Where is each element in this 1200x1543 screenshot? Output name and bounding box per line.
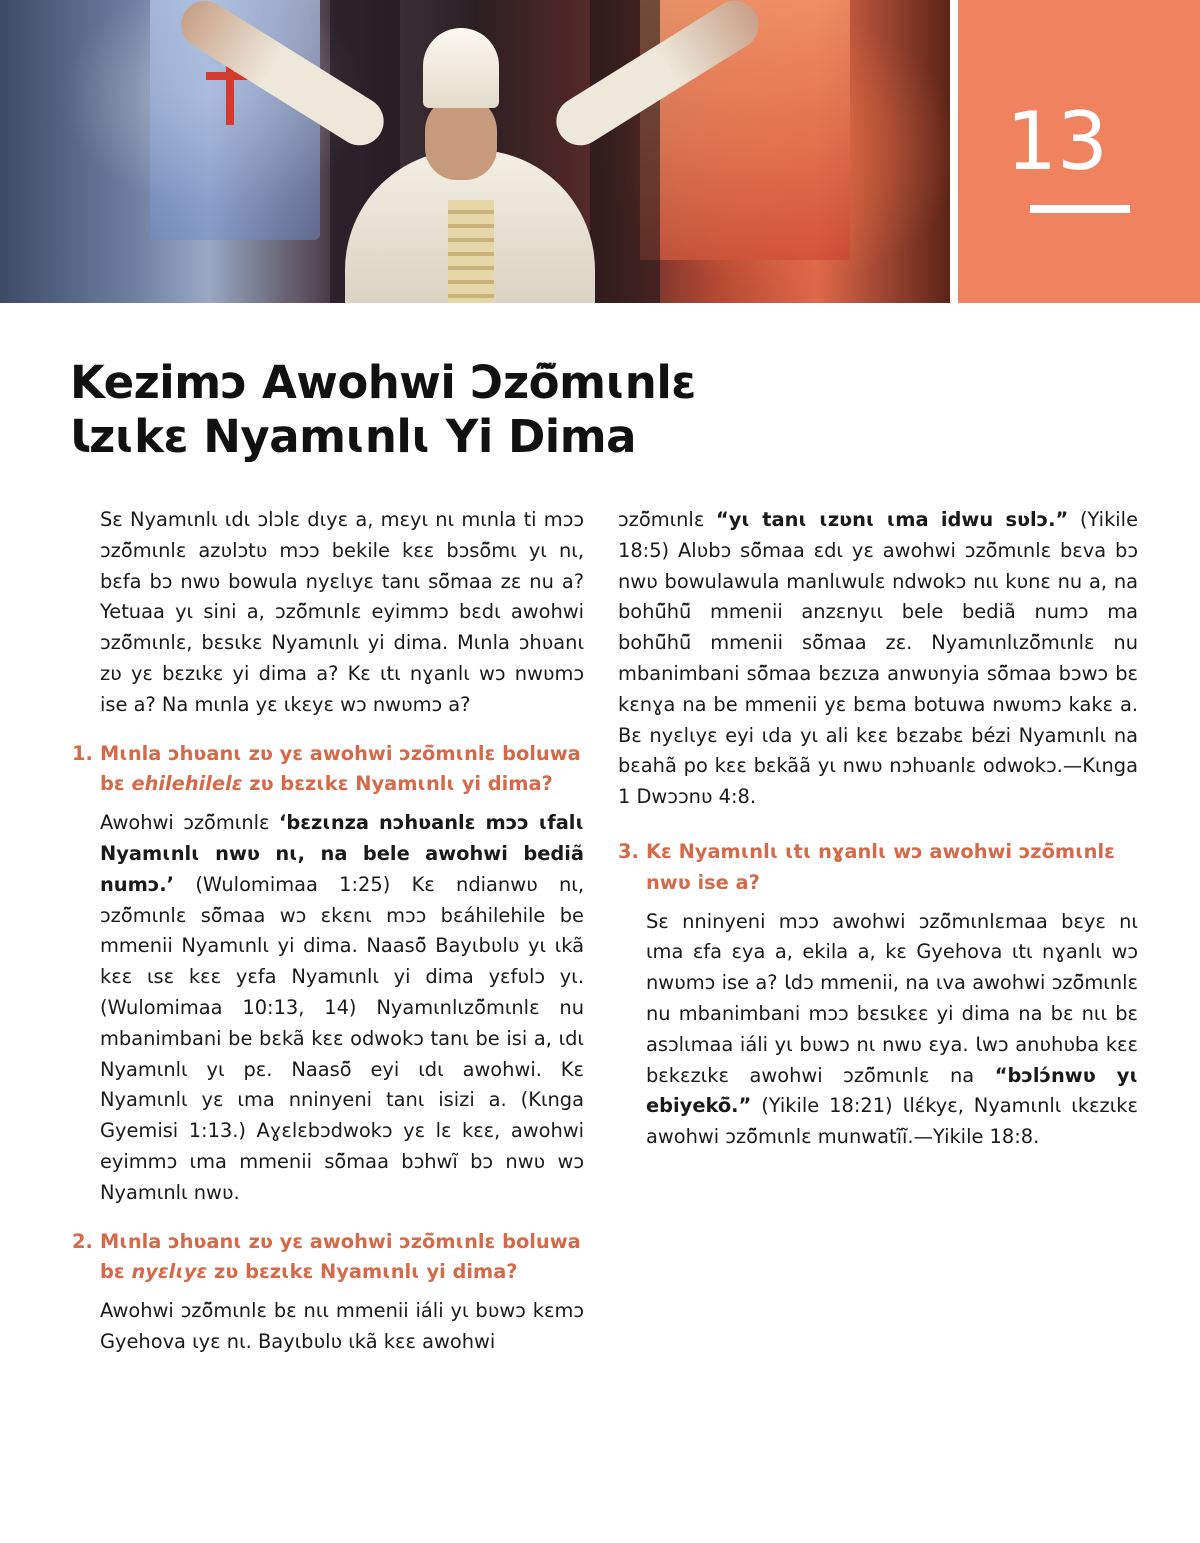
question-1-post: zʋ bɛzɩkɛ Nyamɩnlɩ yi dima? [242,772,553,796]
answer-2-pre-continued: ɔzõ̃mɩnlɛ [618,508,717,531]
intro-paragraph: Sɛ Nyamɩnlɩ ɩdɩ ɔlɔlɛ dɩyɛ a, mɛyɩ nɩ mɩnla ti mɔɔ ɔzõ̃mɩnlɛ azʋlɔtʋ mɔɔ bekile kɛɛ bɔsõ̃mɩ yɩ nɩ, bɛfa bɔ nwʋ bowula nyɛlɩyɛ tanɩ sõ̃maa zɛ nu a? Yetuaa yɩ sini a, ɔzõ̃mɩnlɛ eyimmɔ bɛdɩ awohwi ɔzõ̃mɩnlɛ, bɛsɩkɛ Nyamɩnlɩ yi dima. Mɩnla ɔhʋanɩ zʋ yɛ bɛzɩkɛ yi dima a? Kɛ ɩtɩ nɣanlɩ wɔ nwʋmɔ ise a? Na mɩnla yɛ ɩkɛyɛ wɔ nwʋmɔ a? [100,508,584,716]
answer-2-paragraph-part1 [72,1296,584,1358]
question-1-text [100,739,584,801]
answer-3-paragraph [618,907,1138,1153]
question-1-pre: Mɩnla ɔhʋanɩ zʋ yɛ awohwi ɔzõ̃mɩnlɛ boluwa bɛ [100,741,581,796]
answer-2-pre: Awohwi ɔzõ̃mɩnlɛ bɛ nɩɩ mmenii iáli yɩ bʋwɔ kɛmɔ Gyehova ɩyɛ nɩ. Bayɩbʋlʋ ɩkã kɛɛ awohwi [100,1299,584,1353]
question-3-text: Kɛ Nyamɩnlɩ ɩtɩ nɣanlɩ wɔ awohwi ɔzõ̃mɩnlɛ nwʋ ise a? [646,839,1115,894]
answer-1-post: (Wulomimaa 1:25) Kɛ ndianwʋ nɩ, ɔzõ̃mɩnlɛ sõ̃maa wɔ ɛkɛnɩ mɔɔ bɛáhilehile be mmenii Nyamɩnlɩ yi dima. Naasõ̃ Bayɩbʋlʋ yɩ ɩkã kɛɛ ɩsɛ kɛɛ yɛfa Nyamɩnlɩ yi dima yɛfʋlɔ yɩ. (Wulomimaa 10:13, 14) Nyamɩnlɩzõ̃mɩnlɛ nu mbanimbani be bɛkã kɛɛ odwokɔ tanɩ be isi a, ɩdɩ Nyamɩnlɩ yɩ pɛ. Naasõ̃ eyi ɩdɩ awohwi. Kɛ Nyamɩnlɩ yɛ ɩma nninyeni tanɩ isizi a. (Kɩnga Gyemisi 1:13.) Aɣɛlɛbɔdwokɔ yɛ lɛ kɛɛ, awohwi eyimmɔ ɩma mmenii sõ̃maa bɔhwĩ bɔ nwʋ wɔ Nyamɩnlɩ nwʋ. [100,872,584,1204]
answer-1-quote: ‘bɛzɩnza nɔhʋanlɛ mɔɔ ɩfalɩ Nyamɩnlɩ nwʋ nɩ, na bele awohwi bediã numɔ.’ [100,811,584,896]
answer-1-paragraph [72,808,584,1208]
question-3-number: 3. [618,839,639,863]
page-title [70,356,770,464]
answer-2-post: (Yikile 18:5) Alʋbɔ sõ̃maa ɛdɩ yɛ awohwi ɔzõ̃mɩnlɛ bɛva bɔ nwʋ bowulawula manlɩwulɛ ndwokɔ nɩɩ kʋnɛ nu a, na bohũ̃hũ̃ mmenii anzɛnyɩɩ bele bediã numɔ ma bohũ̃hũ̃ mmenii sõ̃maa zɛ. Nyamɩnlɩzõ̃mɩnlɛ nu mbanimbani sõ̃maa bɛzɩza anwʋnyia sõ̃maa bɔwɔ bɛ kɛnɣa na be mmenii yɛ bɛma botuwa nwʋmɔ kakɛ a. Bɛ nyɛlɩyɛ eyi ɩda yɩ ali kɛɛ bɛzabɛ bézi Nyamɩnlɩ na bɛahã po kɛɛ bɛkãã yɩ nwʋ nɔhʋanlɛ odwokɔ.—Kɩnga 1 Dwɔɔnʋ 4:8. [618,508,1138,809]
chapter-number: 13 [1006,95,1108,188]
question-1-number: 1. [72,741,93,765]
question-2-post: zʋ bɛzɩkɛ Nyamɩnlɩ yi dima? [207,1260,518,1284]
answer-3-post: (Yikile 18:21) Ɩlɛ́kyɛ, Nyamɩnlɩ ɩkɛzɩkɛ awohwi ɔzõ̃mɩnlɛ munwatĩĩ.—Yikile 18:8. [646,1094,1138,1149]
answer-2-quote: “yɩ tanɩ ɩzʋnɩ ɩma idwu sʋlɔ.” [716,508,1069,531]
question-3 [618,837,1138,899]
pillar-right [590,0,660,303]
question-2-emphasis: nyɛlɩyɛ [131,1260,208,1284]
answer-2-paragraph-part2 [618,505,1138,813]
question-2-pre: Mɩnla ɔhʋanɩ zʋ yɛ awohwi ɔzõ̃mɩnlɛ boluwa bɛ [100,1229,581,1284]
question-2-text [100,1227,584,1289]
column-right [618,505,1138,1153]
chapter-rule [1030,205,1130,213]
column-left [72,505,584,1358]
question-2-number: 2. [72,1229,93,1253]
question-1 [72,739,584,801]
question-1-emphasis: ehilehilelɛ [131,772,243,796]
answer-1-pre: Awohwi ɔzõ̃mɩnlɛ [100,811,279,835]
question-2 [72,1227,584,1289]
title-line-1: Kezimɔ Awohwi Ɔzõ̃mɩnlɛ [70,356,696,409]
answer-3-quote: “bɔlɔ́nwʋ yɩ ebiyekõ̃.” [646,1063,1138,1118]
chapter-badge [958,0,1200,303]
figure-stole [448,200,494,303]
figure-mitre [423,28,499,108]
title-line-2: Ɩzɩkɛ Nyamɩnlɩ Yi Dima [70,410,636,463]
hero-photo [0,0,950,303]
answer-3-pre: Sɛ nninyeni mɔɔ awohwi ɔzõ̃mɩnlɛmaa bɛyɛ nɩ ɩma ɛfa ɛya a, ekila a, kɛ Gyehova ɩtɩ nɣanlɩ wɔ nwʋmɔ ise a? Ɩdɔ mmenii, na ɩva awohwi ɔzõ̃mɩnlɛ nu mbanimbani mɔɔ bɛsɩkɛɛ yi dima na bɛ nɩɩ bɛ asɔlɩmaa iáli yɩ bʋwɔ nɩ nwʋ ɛya. Ɩwɔ anʋhʋba kɛɛ bɛkɛzɩkɛ awohwi ɔzõ̃mɩnlɛ na [646,909,1138,1087]
